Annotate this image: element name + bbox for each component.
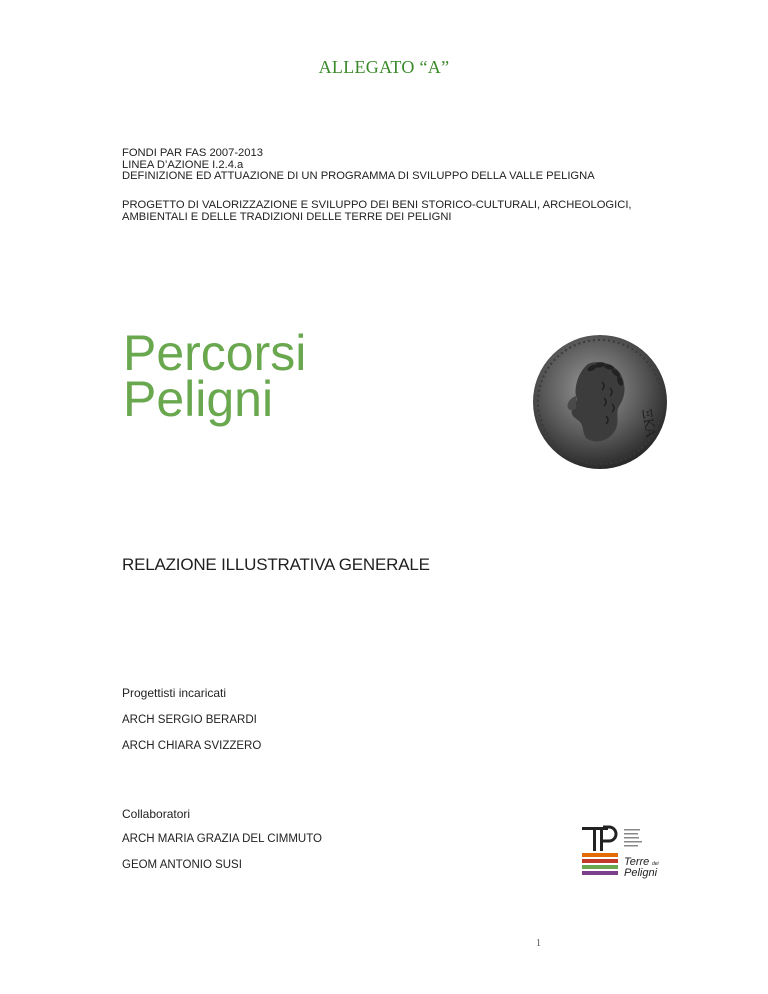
document-title bbox=[123, 325, 307, 427]
logo-text-line1: Terre bbox=[624, 856, 650, 868]
terre-dei-peligni-logo-icon bbox=[578, 823, 688, 883]
title-line-1: Percorsi bbox=[123, 325, 307, 381]
funding-line: FONDI PAR FAS 2007-2013 bbox=[122, 147, 263, 159]
funding-line: LINEA D’AZIONE I.2.4.a bbox=[122, 158, 244, 171]
designer-name: ARCH CHIARA SVIZZERO bbox=[122, 740, 262, 752]
project-line: PROGETTO DI VALORIZZAZIONE E SVILUPPO DEI BENI STORICO-CULTURALI, ARCHEOLOGICI, bbox=[122, 199, 632, 211]
project-line: AMBIENTALI E DELLE TRADIZIONI DELLE TERRE DEI PELIGNI bbox=[122, 211, 452, 223]
collaborator-name: GEOM ANTONIO SUSI bbox=[122, 859, 242, 871]
designer-name: ARCH SERGIO BERARDI bbox=[122, 714, 257, 726]
funding-line: DEFINIZIONE ED ATTUAZIONE DI UN PROGRAMMA DI SVILUPPO DELLA VALLE PELIGNA bbox=[122, 170, 595, 182]
designers-label: Progettisti incaricati bbox=[122, 686, 227, 700]
logo-text-small: dei bbox=[652, 861, 659, 867]
page-number: 1 bbox=[536, 938, 541, 949]
funding-block bbox=[122, 148, 692, 183]
coin-inscription: ΞΚΑ bbox=[638, 408, 658, 439]
project-description bbox=[122, 199, 712, 223]
ancient-coin-icon bbox=[530, 332, 670, 472]
attachment-label: ALLEGATO “A” bbox=[318, 57, 450, 77]
logo-text-line2: Peligni bbox=[624, 867, 658, 879]
collaborator-name: ARCH MARIA GRAZIA DEL CIMMUTO bbox=[122, 833, 322, 845]
collaborators-label: Collaboratori bbox=[122, 807, 191, 821]
report-title: RELAZIONE ILLUSTRATIVA GENERALE bbox=[122, 555, 430, 574]
title-line-2: Peligni bbox=[123, 371, 274, 427]
